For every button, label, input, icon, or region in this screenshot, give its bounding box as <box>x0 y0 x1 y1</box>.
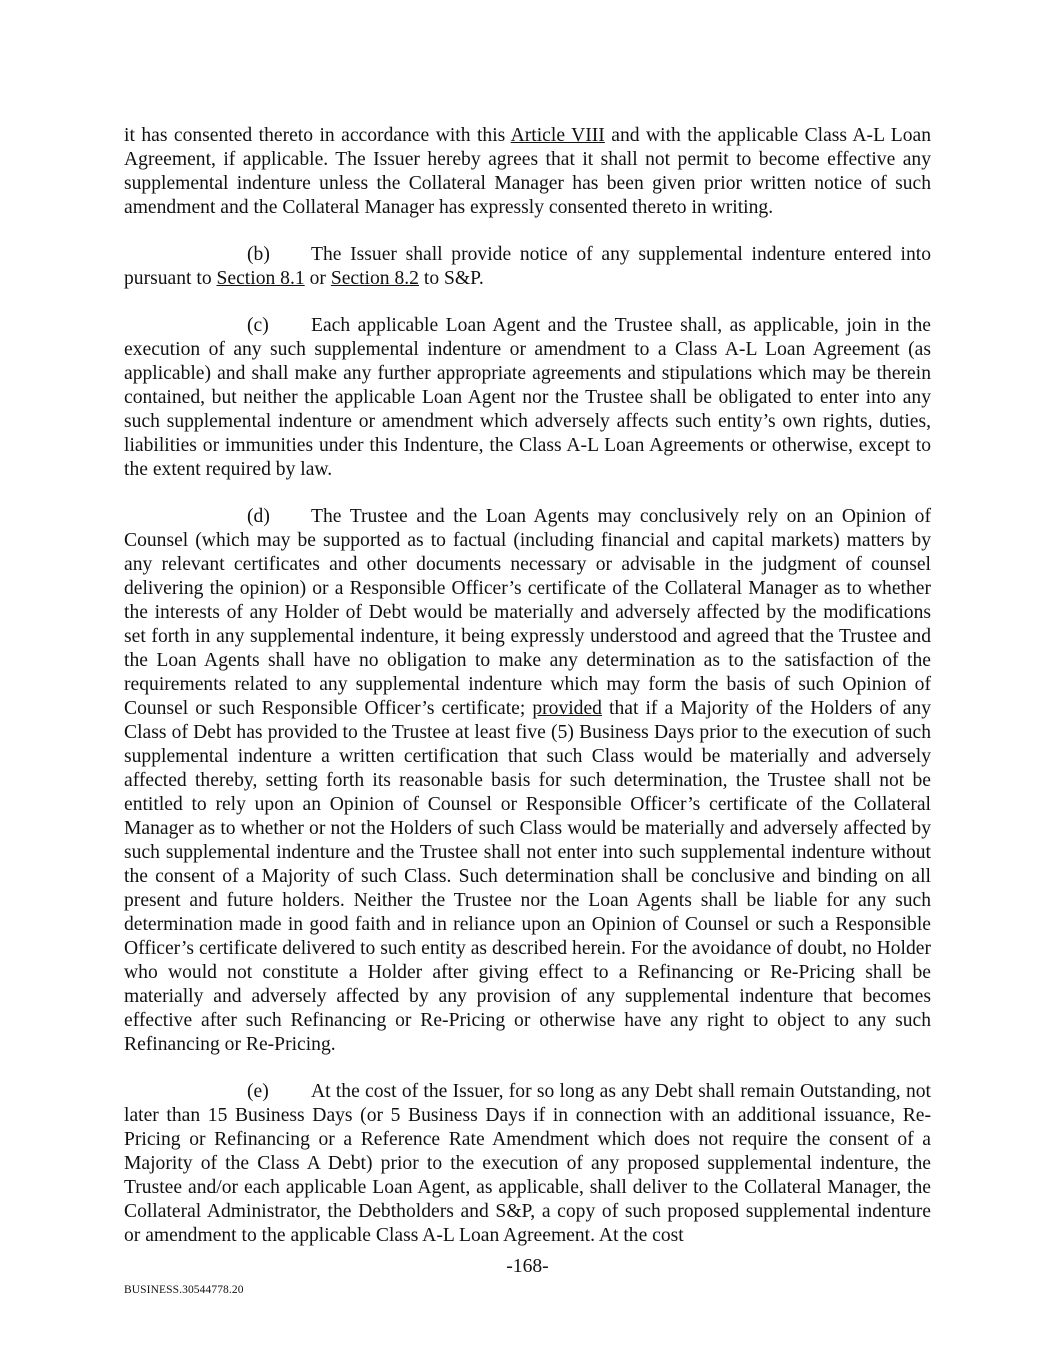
subsection-label-b: (b) <box>247 244 270 265</box>
page-number: -168- <box>506 1256 549 1277</box>
subsection-label-e: (e) <box>247 1081 269 1102</box>
paragraph-b: (b) The Issuer shall provide notice of any supplemental indenture entered into pursuant to Section 8.1 or Section 8.2 to S&P. <box>124 244 931 289</box>
paragraph-d: (d) The Trustee and the Loan Agents may conclusively rely on an Opinion of Counsel (which may be supported as to factual (including financial and capital markets) matters by any relevant certificates and other documents necessary or advisable in the judgment of counsel delivering the opinion) or a Responsible Officer’s certificate of the Collateral Manager as to whether the interests of any Holder of Debt would be materially and adversely affected by the modifications set forth in any supplemental indenture, it being expressly understood and agreed that the Trustee and the Loan Agents shall have no obligation to make any determination as to the satisfaction of the requirements related to any supplemental indenture which may form the basis of such Opinion of Counsel or such Responsible Officer’s certificate; provided that if a Majority of the Holders of any Class of Debt has provided to the Trustee at least five (5) Business Days prior to the execution of such supplemental indenture a written certification that such Class would be materially and adversely affected thereby, setting forth its reasonable basis for such determination, the Trustee shall not be entitled to rely upon an Opinion of Counsel or Responsible Officer’s certificate of the Collateral Manager as to whether or not the Holders of such Class would be materially and adversely affected by such supplemental indenture and the Trustee shall not enter into such supplemental indenture without the consent of a Majority of such Class. Such determination shall be conclusive and binding on all present and future holders. Neither the Trustee nor the Loan Agents shall be liable for any such determination made in good faith and in reliance upon an Opinion of Counsel or such a Responsible Officer’s certificate delivered to such entity as described herein. For the avoidance of doubt, no Holder who would not constitute a Holder after giving effect to a Refinancing or Re-Pricing shall be materially and adversely affected by any provision of any supplemental indenture that becomes effective after such Refinancing or Re-Pricing or otherwise have any right to object to any such Refinancing or Re-Pricing. <box>124 506 931 1055</box>
paragraph-e: (e) At the cost of the Issuer, for so long as any Debt shall remain Outstanding, not later than 15 Business Days (or 5 Business Days if in connection with an additional issuance, Re-Pricing or Refinancing or a Reference Rate Amendment which does not require the consent of a Majority of the Class A Debt) prior to the execution of any proposed supplemental indenture, the Trustee and/or each applicable Loan Agent, as applicable, shall deliver to the Collateral Manager, the Collateral Administrator, the Debtholders and S&P, a copy of such proposed supplemental indenture or amendment to the applicable Class A-L Loan Agreement. At the cost <box>124 1081 931 1246</box>
paragraph-c: (c) Each applicable Loan Agent and the Trustee shall, as applicable, join in the execution of any such supplemental indenture or amendment to a Class A-L Loan Agreement (as applicable) and shall make any further appropriate agreements and stipulations which may be therein contained, but neither the applicable Loan Agent nor the Trustee shall be obligated to enter into any such supplemental indenture or amendment which adversely affects such entity’s own rights, duties, liabilities or immunities under this Indenture, the Class A-L Loan Agreements or otherwise, except to the extent required by law. <box>124 315 931 480</box>
article-viii-reference: Article VIII <box>510 125 605 146</box>
provided-emphasis: provided <box>532 698 602 719</box>
paragraph-intro: it has consented thereto in accordance with this Article VIII and with the applicable Class A-L Loan Agreement, if applicable. The Issuer hereby agrees that it shall not permit to become effective any supplemental indenture unless the Collateral Manager has been given prior written notice of such amendment and the Collateral Manager has expressly consented thereto in writing. <box>124 125 932 218</box>
document-body <box>124 124 931 1271</box>
section-8-1-reference: Section 8.1 <box>216 268 305 289</box>
subsection-label-d: (d) <box>247 506 270 527</box>
section-8-2-reference: Section 8.2 <box>330 268 419 289</box>
subsection-label-c: (c) <box>247 315 269 336</box>
document-id: BUSINESS.30544778.20 <box>124 1284 244 1296</box>
